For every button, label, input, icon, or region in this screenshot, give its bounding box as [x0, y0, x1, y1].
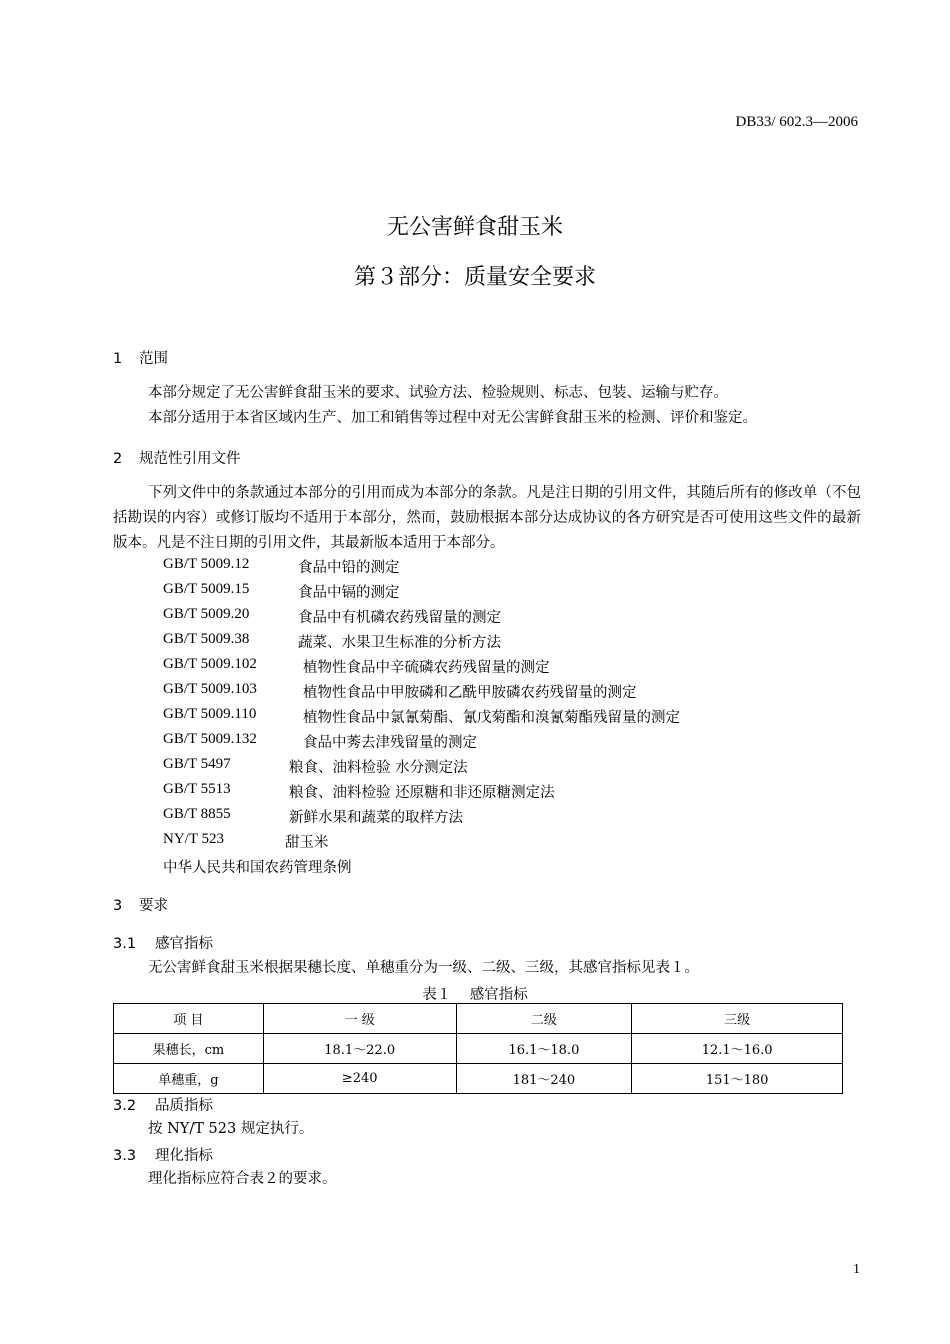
table-cell: 181～240 [456, 1064, 632, 1094]
reference-code: GB/T 5009.15 [163, 581, 250, 597]
reference-title: 植物性食品中氯氰菊酯、氰戊菊酯和溴氰菊酯残留量的测定 [303, 710, 680, 726]
section-title: 品质指标 [155, 1098, 213, 1114]
sensory-table [113, 1003, 843, 1094]
reference-code: NY/T 523 [163, 831, 224, 847]
reference-code: GB/T 5009.103 [163, 681, 257, 697]
standard-number: DB33/ 602.3—2006 [735, 114, 858, 130]
reference-title: 食品中镉的测定 [298, 585, 400, 601]
section-number: 1 [113, 351, 123, 367]
section-number: 2 [113, 451, 123, 467]
reference-code: GB/T 5497 [163, 756, 231, 772]
reference-code: GB/T 5009.12 [163, 556, 250, 572]
table-header-row [114, 1004, 843, 1034]
section-title: 要求 [139, 898, 168, 914]
table-header-cell: 项 目 [114, 1004, 264, 1034]
reference-title: 食品中铅的测定 [298, 560, 400, 576]
table-cell: 16.1～18.0 [456, 1034, 632, 1064]
reference-code: GB/T 5009.20 [163, 606, 250, 622]
page-number: 1 [853, 1262, 860, 1277]
table-caption-label: 表１ [422, 987, 452, 1003]
reference-title: 植物性食品中甲胺磷和乙酰甲胺磷农药残留量的测定 [303, 685, 637, 701]
section-title: 理化指标 [155, 1148, 213, 1164]
section-2-intro: 下列文件中的条款通过本部分的引用而成为本部分的条款。凡是注日期的引用文件，其随后所有的修改单（不包括勘误的内容）或修订版均不适用于本部分，然而，鼓励根据本部分达成协议的各方研究是否可使用这些文件的最新版本。凡是不注日期的引用文件，其最新版本适用于本部分。 [113, 485, 861, 551]
reference-title: 食品中莠去津残留量的测定 [303, 735, 477, 751]
section-title: 规范性引用文件 [139, 451, 241, 467]
reference-code: GB/T 5009.38 [163, 631, 250, 647]
section-3-3-heading [113, 1144, 213, 1165]
section-3-1-text: 无公害鲜食甜玉米根据果穗长度、单穗重分为一级、二级、三级，其感官指标见表１。 [148, 960, 699, 976]
reference-title: 蔬菜、水果卫生标准的分析方法 [298, 635, 501, 651]
reference-code: GB/T 5009.110 [163, 706, 257, 722]
section-title: 感官指标 [155, 936, 213, 952]
table-cell: 151～180 [632, 1064, 843, 1094]
reference-code: GB/T 5513 [163, 781, 231, 797]
section-number: 3.1 [113, 936, 137, 952]
table-cell: ≥240 [263, 1064, 456, 1094]
section-1-paragraph-2: 本部分适用于本省区域内生产、加工和销售等过程中对无公害鲜食甜玉米的检测、评价和鉴定。 [148, 410, 757, 426]
section-number: 3.2 [113, 1098, 137, 1114]
section-1-heading [113, 347, 168, 368]
section-number: 3.3 [113, 1148, 137, 1164]
section-3-2-heading [113, 1094, 213, 1115]
section-2-heading [113, 447, 241, 468]
section-3-heading [113, 894, 168, 915]
table-row [114, 1034, 843, 1064]
reference-title: 粮食、油料检验 水分测定法 [289, 760, 468, 776]
reference-code: GB/T 5009.132 [163, 731, 257, 747]
reference-title: 新鲜水果和蔬菜的取样方法 [289, 810, 463, 826]
table-header-cell: 二级 [456, 1004, 632, 1034]
reference-code: GB/T 8855 [163, 806, 231, 822]
table-caption-title: 感官指标 [469, 987, 528, 1003]
section-title: 范围 [139, 351, 168, 367]
table-1-caption [0, 983, 950, 1004]
section-1-paragraph-1: 本部分规定了无公害鲜食甜玉米的要求、试验方法、检验规则、标志、包装、运输与贮存。 [148, 385, 728, 401]
section-3-1-heading [113, 932, 213, 953]
document-title: 无公害鲜食甜玉米 [386, 215, 563, 240]
section-number: 3 [113, 898, 123, 914]
reference-code: GB/T 5009.102 [163, 656, 257, 672]
reference-title: 中华人民共和国农药管理条例 [163, 860, 352, 876]
table-cell: 果穗长，cm [114, 1034, 264, 1064]
reference-title: 植物性食品中辛硫磷农药残留量的测定 [303, 660, 550, 676]
table-header-cell: 三级 [632, 1004, 843, 1034]
table-cell: 12.1～16.0 [632, 1034, 843, 1064]
reference-title: 甜玉米 [285, 835, 329, 851]
section-3-2-text: 按 NY/T 523 规定执行。 [148, 1121, 314, 1137]
section-3-3-text: 理化指标应符合表２的要求。 [148, 1171, 337, 1187]
reference-title: 食品中有机磷农药残留量的测定 [298, 610, 501, 626]
table-row [114, 1064, 843, 1094]
table-cell: 单穗重，g [114, 1064, 264, 1094]
table-header-cell: 一 级 [263, 1004, 456, 1034]
document-subtitle: 第３部分：质量安全要求 [353, 265, 596, 290]
reference-title: 粮食、油料检验 还原糖和非还原糖测定法 [289, 785, 555, 801]
table-cell: 18.1～22.0 [263, 1034, 456, 1064]
